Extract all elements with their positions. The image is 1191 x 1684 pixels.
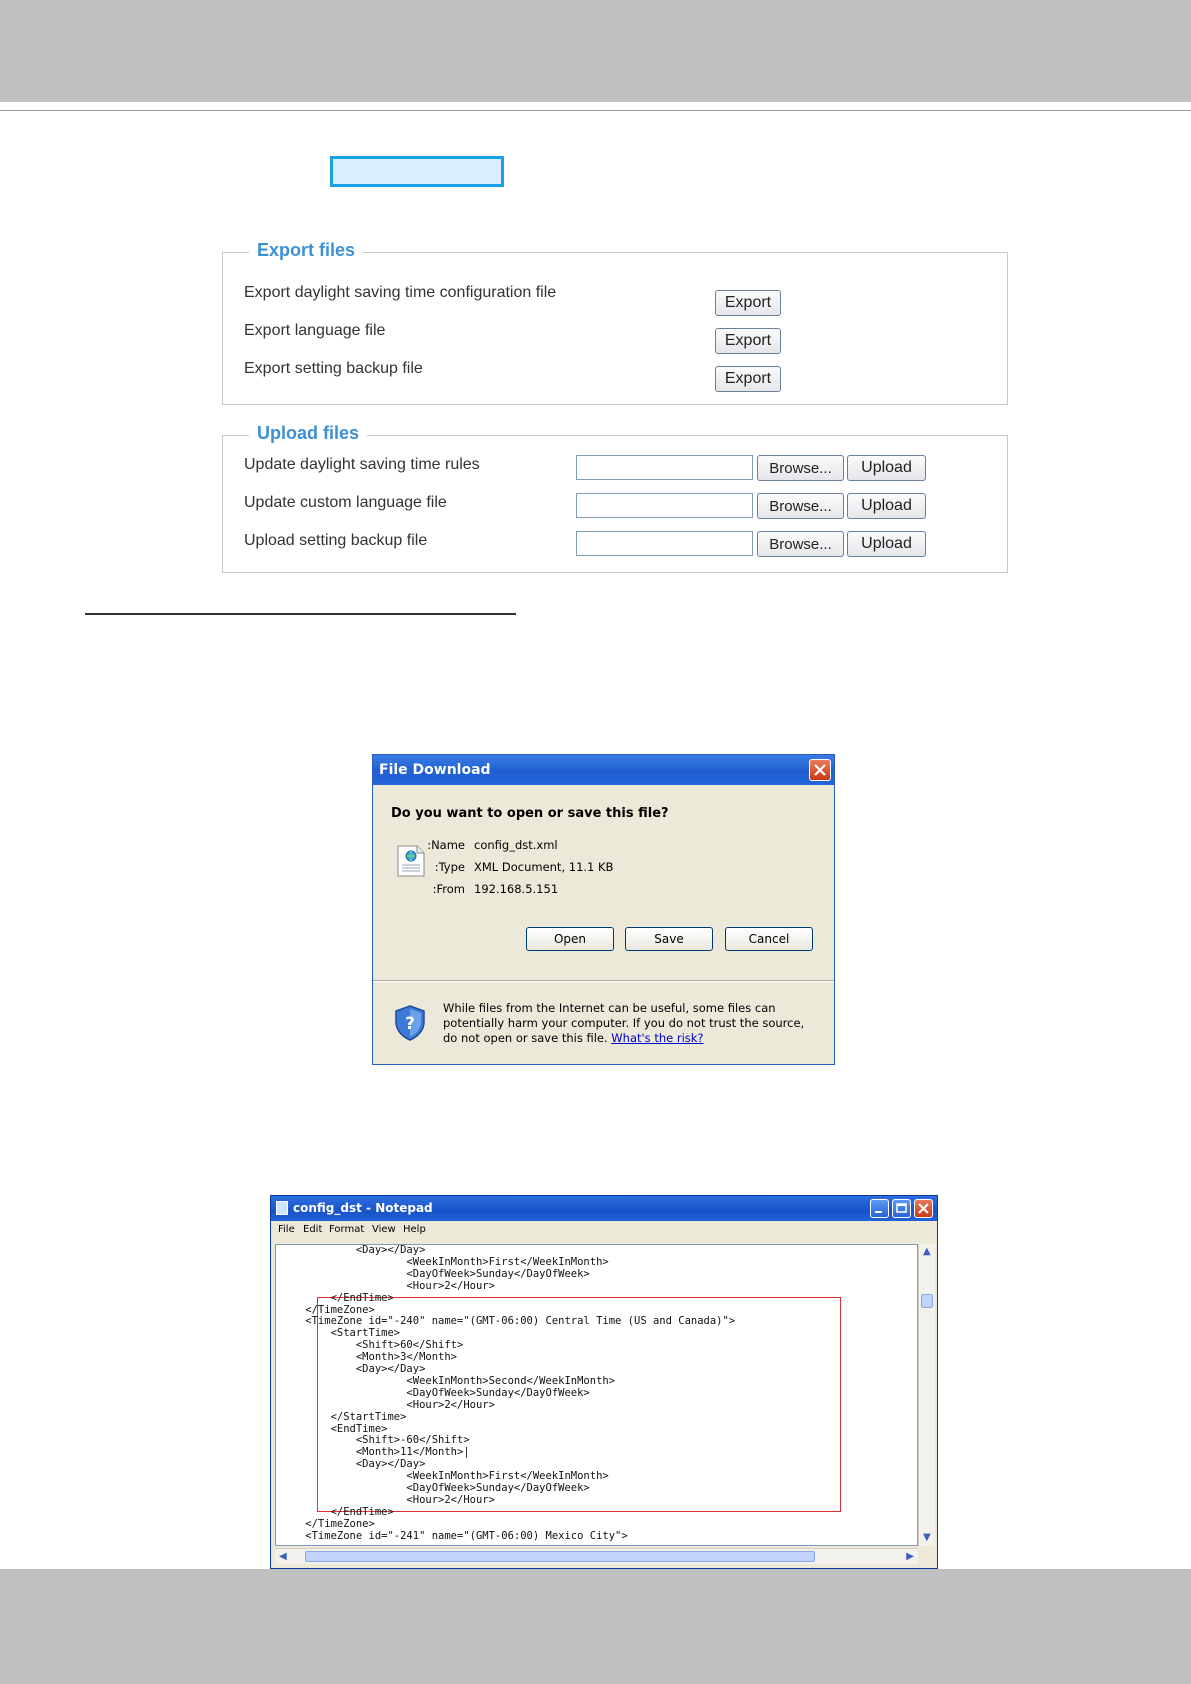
code-line: <Day></Day> (280, 1458, 426, 1471)
export-dst-label: Export daylight saving time configuration file (244, 284, 557, 301)
xml-document-icon (397, 845, 425, 881)
upload-dst-upload-button[interactable]: Upload (847, 455, 926, 481)
code-line: <Hour>2</Hour> (280, 1279, 495, 1292)
horizontal-scroll-thumb[interactable] (305, 1551, 815, 1562)
code-line: <Shift>60</Shift> (280, 1339, 464, 1352)
scroll-left-icon[interactable]: ◀ (279, 1551, 287, 1562)
vertical-scroll-thumb[interactable] (921, 1294, 933, 1308)
code-line: <Hour>2</Hour> (280, 1493, 495, 1506)
notepad-menubar (271, 1221, 937, 1240)
code-line: <Month>11</Month>| (280, 1446, 470, 1459)
upload-dst-file-field[interactable] (576, 455, 753, 480)
upload-backup-label: Upload setting backup file (244, 532, 428, 549)
horizontal-scrollbar[interactable] (275, 1548, 918, 1564)
code-line: <WeekInMonth>First</WeekInMonth> (280, 1255, 609, 1268)
menu-file[interactable]: File (278, 1224, 295, 1235)
cancel-button[interactable]: Cancel (725, 927, 813, 951)
close-icon[interactable] (809, 759, 831, 781)
security-shield-icon (393, 1004, 427, 1046)
upload-dst-browse-button[interactable]: Browse... (757, 455, 844, 481)
security-warning (443, 1001, 818, 1046)
svg-text:?: ? (405, 1014, 415, 1034)
code-line: <Day></Day> (280, 1363, 426, 1375)
code-line: <DayOfWeek>Sunday</DayOfWeek> (280, 1482, 590, 1494)
export-language-label: Export language file (244, 322, 386, 339)
scroll-down-icon[interactable]: ▼ (923, 1532, 931, 1543)
code-line: <DayOfWeek>Sunday</DayOfWeek> (280, 1386, 590, 1399)
scroll-right-icon[interactable]: ▶ (906, 1551, 914, 1562)
menu-view[interactable]: View (372, 1224, 396, 1235)
code-line: <Hour>2</Hour> (280, 1398, 495, 1411)
upload-backup-upload-button[interactable]: Upload (847, 531, 926, 557)
dialog-title: File Download (379, 762, 491, 778)
minimize-icon[interactable] (870, 1199, 889, 1218)
upload-dst-label: Update daylight saving time rules (244, 456, 480, 473)
vertical-scrollbar[interactable] (918, 1244, 935, 1546)
warning-text: While files from the Internet can be useful, some files can potentially harm your computer. If you do not trust the source, do not open or save this file. (443, 1001, 805, 1045)
code-line: <Day></Day> (280, 1244, 426, 1256)
section-rule (85, 613, 516, 615)
export-files-fieldset (222, 240, 1008, 405)
code-line: </EndTime> (280, 1505, 394, 1518)
code-line: </TimeZone> (280, 1303, 375, 1316)
export-backup-label: Export setting backup file (244, 360, 423, 377)
code-line: </TimeZone> (280, 1517, 375, 1530)
code-line: <StartTime> (280, 1327, 401, 1340)
scroll-up-icon[interactable]: ▲ (923, 1246, 931, 1257)
export-language-button[interactable]: Export (715, 328, 781, 354)
export-dst-button[interactable]: Export (715, 290, 781, 316)
from-value: 192.168.5.151 (474, 882, 559, 896)
notepad-titlebar (271, 1196, 937, 1221)
upload-language-file-field[interactable] (576, 493, 753, 518)
notepad-app-icon (276, 1201, 288, 1215)
save-button[interactable]: Save (625, 927, 713, 951)
upload-language-browse-button[interactable]: Browse... (757, 493, 844, 519)
page-footer-band (0, 1569, 1191, 1684)
upload-files-legend: Upload files (249, 423, 367, 444)
maximize-icon[interactable] (892, 1199, 911, 1218)
upload-language-upload-button[interactable]: Upload (847, 493, 926, 519)
menu-format[interactable]: Format (329, 1224, 365, 1235)
notepad-close-icon[interactable] (914, 1199, 933, 1218)
code-line: <EndTime> (280, 1422, 388, 1435)
code-line: </StartTime> (280, 1410, 407, 1423)
notepad-title: config_dst - Notepad (293, 1201, 433, 1215)
dialog-separator-highlight (373, 981, 835, 982)
notepad-text-area[interactable] (275, 1244, 918, 1546)
code-line: <Month>3</Month> (280, 1351, 458, 1364)
header-rule (0, 110, 1191, 111)
code-line: </EndTime> (280, 1291, 394, 1304)
code-line: <Shift>-60</Shift> (280, 1434, 470, 1447)
code-line: <TimeZone id="-241" name="(GMT-06:00) Mexico City"> (280, 1529, 628, 1542)
highlight-box (330, 156, 504, 187)
upload-backup-file-field[interactable] (576, 531, 753, 556)
open-button[interactable]: Open (526, 927, 614, 951)
dialog-titlebar (373, 755, 834, 785)
dialog-question: Do you want to open or save this file? (391, 806, 669, 821)
file-download-dialog: File Download Do you want to open or save this file? Name: config_dst.xml Type: XML Document, 11.1 KB From: 192.168.5.151 Open Save Cancel ? While files from the Internet can be useful, some files can potentially harm your computer. If you do not trust the source, do not open or save this file. What's the risk? (372, 754, 835, 1065)
code-line: <WeekInMonth>First</WeekInMonth> (280, 1470, 609, 1483)
upload-language-label: Update custom language file (244, 494, 447, 511)
name-value: config_dst.xml (474, 838, 558, 852)
export-backup-button[interactable]: Export (715, 366, 781, 392)
page-header-band (0, 0, 1191, 102)
notepad-window (270, 1195, 938, 1569)
upload-files-fieldset (222, 423, 1008, 573)
whats-the-risk-link[interactable]: What's the risk? (611, 1031, 704, 1045)
code-line: <WeekInMonth>Second</WeekInMonth> (280, 1374, 616, 1387)
upload-backup-browse-button[interactable]: Browse... (757, 531, 844, 557)
menu-edit[interactable]: Edit (303, 1224, 323, 1235)
menu-help[interactable]: Help (403, 1224, 426, 1235)
code-line: <TimeZone id="-240" name="(GMT-06:00) Central Time (US and Canada)"> (280, 1315, 736, 1328)
export-files-legend: Export files (249, 240, 363, 261)
code-line: <DayOfWeek>Sunday</DayOfWeek> (280, 1267, 590, 1280)
type-value: XML Document, 11.1 KB (474, 860, 614, 874)
